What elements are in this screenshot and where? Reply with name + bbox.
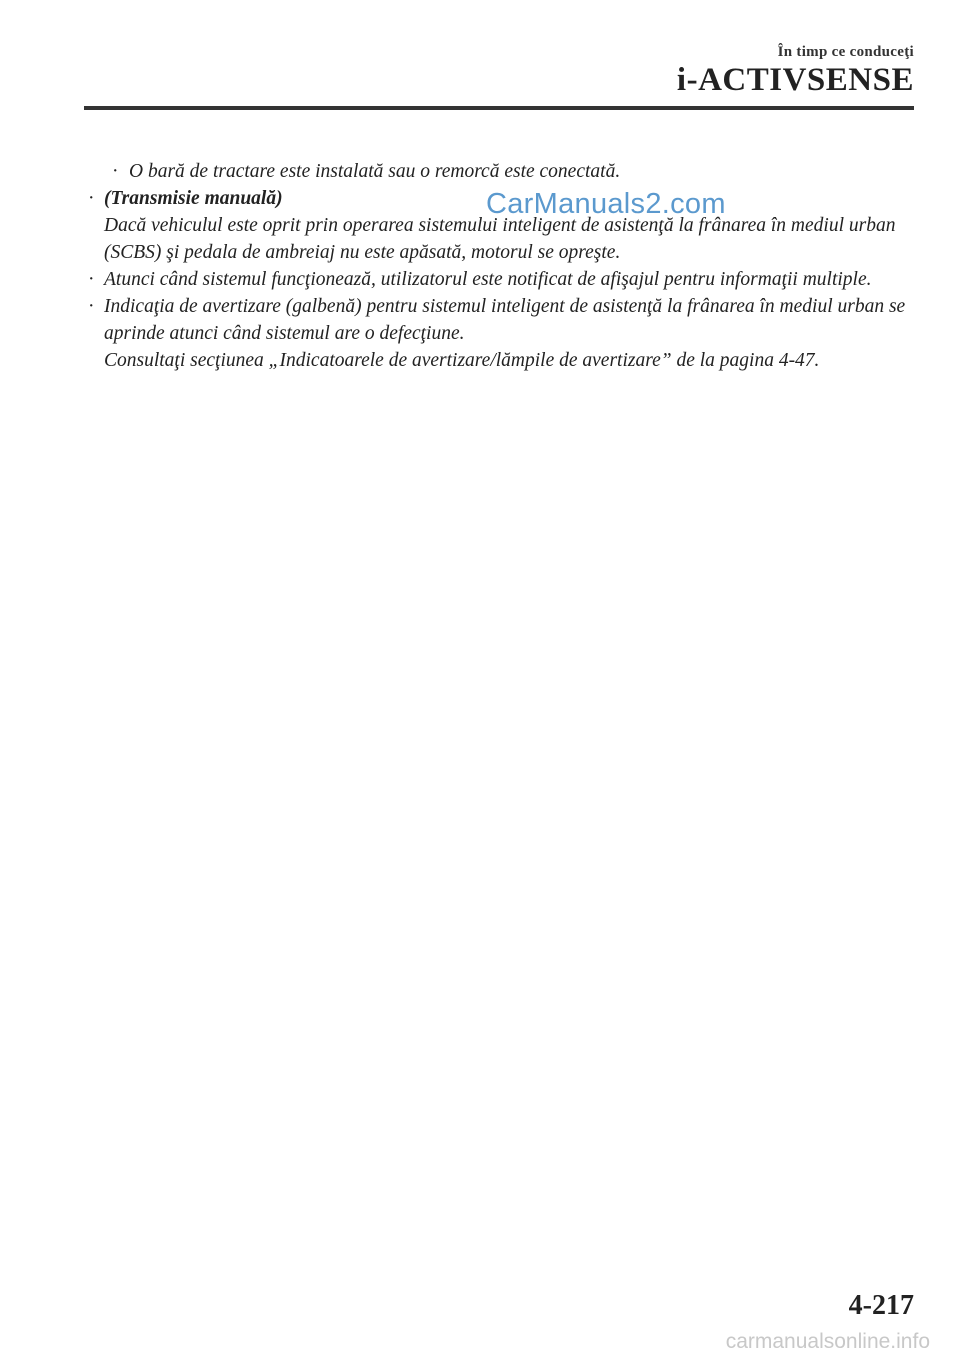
list-item-text: O bară de tractare este instalată sau o remorcă este conectată.: [129, 161, 621, 182]
bullet-icon: ·: [88, 296, 95, 317]
watermark-bottom: carmanualsonline.info: [725, 1330, 930, 1353]
bullet-icon: ·: [88, 269, 95, 290]
bullet-icon: ·: [88, 188, 95, 209]
list-item-text: Dacă vehiculul este oprit prin operarea sistemului inteligent de asistenţă la frânarea în mediul urban (SCBS) şi pedala de ambreiaj nu este apăsată, motorul se opreşte.: [104, 215, 896, 263]
list-item-warning: [84, 293, 914, 374]
page-number: 4-217: [848, 1290, 914, 1321]
list-item-notify: [84, 266, 914, 293]
watermark-top: CarManuals2.com: [486, 188, 726, 220]
list-item-text: Indicaţia de avertizare (galbenă) pentru sistemul inteligent de asistenţă la frânarea în mediul urban se aprinde atunci când sistemul are o defecţiune.: [104, 296, 906, 344]
header-chapter-title: i-ACTIVSENSE: [676, 62, 914, 98]
header-rule: [84, 106, 914, 110]
list-item-reference: Consultaţi secţiunea „Indicatoarele de avertizare/lămpile de avertizare” de la pagina 4-47.: [104, 350, 820, 371]
header-section-label: În timp ce conduceţi: [777, 44, 914, 60]
list-item-heading: (Transmisie manuală): [104, 188, 283, 209]
list-item-sub: [84, 158, 914, 185]
list-item-text: Atunci când sistemul funcţionează, utilizatorul este notificat de afişajul pentru informaţii multiple.: [104, 269, 872, 290]
bullet-icon: ·: [112, 161, 119, 182]
